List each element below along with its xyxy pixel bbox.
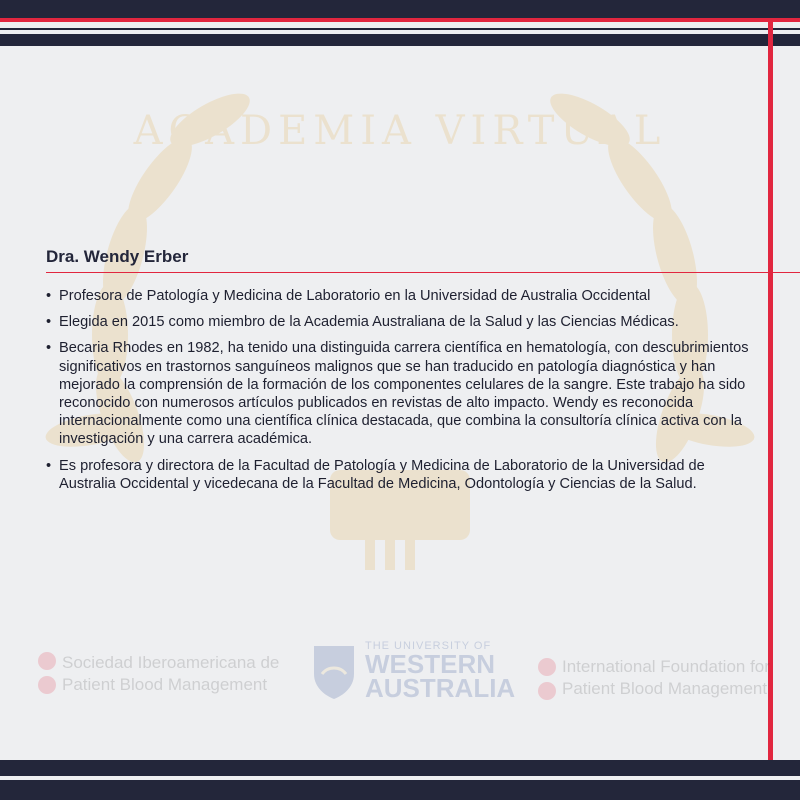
- bio-bullet: • Becaria Rhodes en 1982, ha tenido una distinguida carrera científica en hematología, con descubrimientos significativos en trastornos sanguíneos malignos que se han traducido en patología diagnóstica y han mejorado la comprensión de la formación de los componentes celulares de la sangre. Este trabajo ha sido reconocido con numerosos artículos publicados en revistas de alto impacto. Wendy es reconocida internacionalmente como una científica clínica destacada, que combina la consultoría clínica activa con la investigación y una carrera académica.: [46, 339, 756, 448]
- sibpbm-logo-icon: [38, 652, 56, 670]
- ifpbm-line2: Patient Blood Management: [562, 679, 768, 698]
- bottom-navy-band: [0, 760, 800, 776]
- top-red-stripe: [0, 18, 800, 22]
- top-navy-band: [0, 0, 800, 18]
- ifpbm-line1: International Foundation for: [562, 657, 770, 676]
- ifpbm-logo: [562, 656, 770, 700]
- sibpbm-logo: [62, 652, 279, 696]
- uwa-line3: AUSTRALIA: [365, 673, 516, 703]
- uwa-logo: [365, 640, 516, 703]
- bottom-navy-band-secondary: [0, 780, 800, 800]
- bio-bullet: • Elegida en 2015 como miembro de la Academia Australiana de la Salud y las Ciencias Médicas.: [46, 313, 756, 331]
- sibpbm-line1: Sociedad Iberoamericana de: [62, 653, 280, 672]
- sibpbm-line2: Patient Blood Management: [62, 675, 268, 694]
- uwa-line2: WESTERN: [365, 649, 495, 679]
- person-name-title: Dra. Wendy Erber: [46, 247, 189, 266]
- uwa-line1: THE UNIVERSITY OF: [365, 640, 492, 652]
- uwa-crest-icon: [312, 644, 356, 700]
- top-thin-line: [0, 28, 800, 30]
- bio-bullet-list: [46, 287, 756, 501]
- watermark-text: ACADEMIA VIRTUAL: [133, 108, 667, 154]
- top-navy-band-secondary: [0, 34, 800, 46]
- bio-bullet: • Profesora de Patología y Medicina de Laboratorio en la Universidad de Australia Occidental: [46, 287, 756, 305]
- ifpbm-logo-icon: [538, 658, 556, 676]
- ifpbm-logo-dot: [538, 682, 556, 700]
- bio-bullet: • Es profesora y directora de la Facultad de Patología y Medicina de Laboratorio de la Universidad de Australia Occidental y vicedecana de la Facultad de Medicina, Odontología y Ciencias de la Salud.: [46, 457, 756, 493]
- title-divider: [46, 272, 800, 273]
- sibpbm-logo-dot: [38, 676, 56, 694]
- partner-logos: [0, 620, 800, 720]
